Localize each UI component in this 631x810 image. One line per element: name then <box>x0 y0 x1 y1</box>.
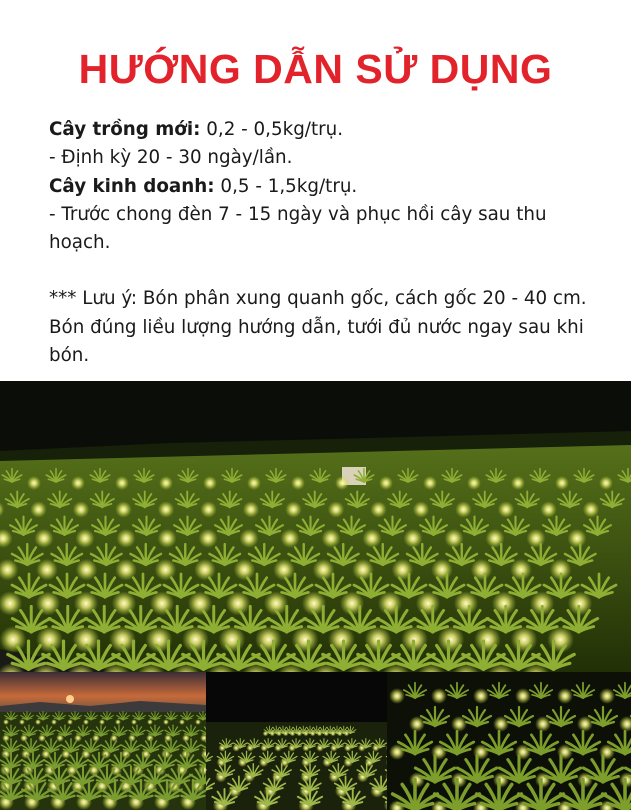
new-tree-dose: 0,2 - 0,5kg/trụ. <box>200 119 344 140</box>
usage-note: *** Lưu ý: Bón phân xung quanh gốc, cách gốc 20 - 40 cm. Bón đúng liều lượng hướng dẫn, tưới đủ nước ngay sau khi bón. <box>49 288 587 367</box>
business-tree-label: Cây kinh doanh: <box>49 175 215 197</box>
farm-sunset-photo <box>0 672 206 810</box>
farm-night-photo <box>0 381 631 672</box>
business-tree-line <box>49 173 609 201</box>
page-title: HƯỚNG DẪN SỬ DỤNG <box>78 46 553 92</box>
new-tree-line <box>49 116 609 144</box>
farm-rows-photo <box>206 672 387 810</box>
new-tree-label: Cây trồng mới: <box>49 119 201 140</box>
business-tree-timing: - Trước chong đèn 7 - 15 ngày và phục hồi cây sau thu hoạch. <box>49 203 547 254</box>
business-tree-dose: 0,5 - 1,5kg/trụ. <box>214 175 358 197</box>
instructions-block <box>49 116 609 370</box>
photo-strip <box>0 672 631 810</box>
farm-closeup-photo <box>387 672 631 810</box>
new-tree-period: - Định kỳ 20 - 30 ngày/lần. <box>49 147 293 169</box>
